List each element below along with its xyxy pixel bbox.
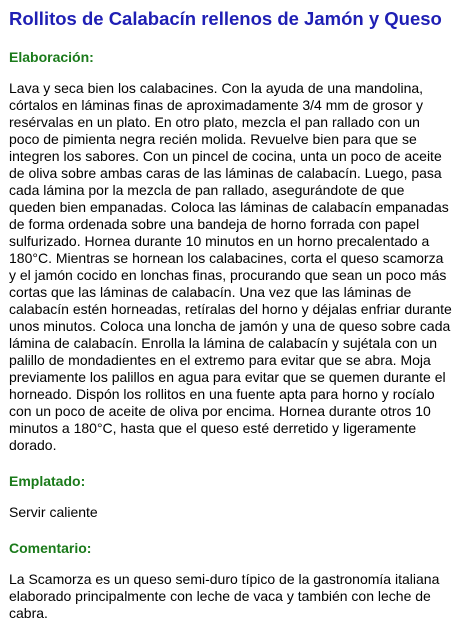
emplatado-section xyxy=(9,472,452,521)
elaboracion-text: Lava y seca bien los calabacines. Con la ayuda de una mandolina, córtalos en láminas finas de aproximadamente 3/4 mm de grosor y resérvalas en un plato. En otro plato, mezcla el pan rallado con un poco de pimienta negra recién molida. Revuelve bien para que se integren los sabores. Con un pincel de cocina, unta un poco de aceite de oliva sobre ambas caras de las láminas de calabacín. Luego, pasa cada lámina por la mezcla de pan rallado, asegurándote de que queden bien empanadas. Coloca las láminas de calabacín empanadas de forma ordenada sobre una bandeja de horno forrada con papel sulfurizado. Hornea durante 10 minutos en un horno precalentado a 180°C. Mientras se hornean los calabacines, corta el queso scamorza y el jamón cocido en lonchas finas, procurando que sean un poco más cortas que las láminas de calabacín. Una vez que las láminas de calabacín estén horneadas, retíralas del horno y déjalas enfriar durante unos minutos. Coloca una loncha de jamón y una de queso sobre cada lámina de calabacín. Enrolla la lámina de calabacín y sujétala con un palillo de mondadientes en el extremo para evitar que se abra. Moja previamente los palillos en agua para evitar que se quemen durante el horneado. Dispón los rollitos en una fuente apta para horno y rocíalo con un poco de aceite de oliva por encima. Hornea durante otros 10 minutos a 180°C, hasta que el queso esté derretido y ligeramente dorado. xyxy=(9,80,452,453)
elaboracion-heading: Elaboración: xyxy=(9,49,94,65)
page-title: Rollitos de Calabacín rellenos de Jamón y Queso xyxy=(9,8,442,29)
comentario-text: La Scamorza es un queso semi-duro típico de la gastronomía italiana elaborado principalmente con leche de vaca y también con leche de cabra. xyxy=(9,571,440,621)
comentario-section xyxy=(9,539,452,622)
comentario-heading: Comentario: xyxy=(9,540,92,556)
elaboracion-section xyxy=(9,48,452,454)
emplatado-heading: Emplatado: xyxy=(9,473,86,489)
emplatado-text: Servir caliente xyxy=(9,504,98,520)
